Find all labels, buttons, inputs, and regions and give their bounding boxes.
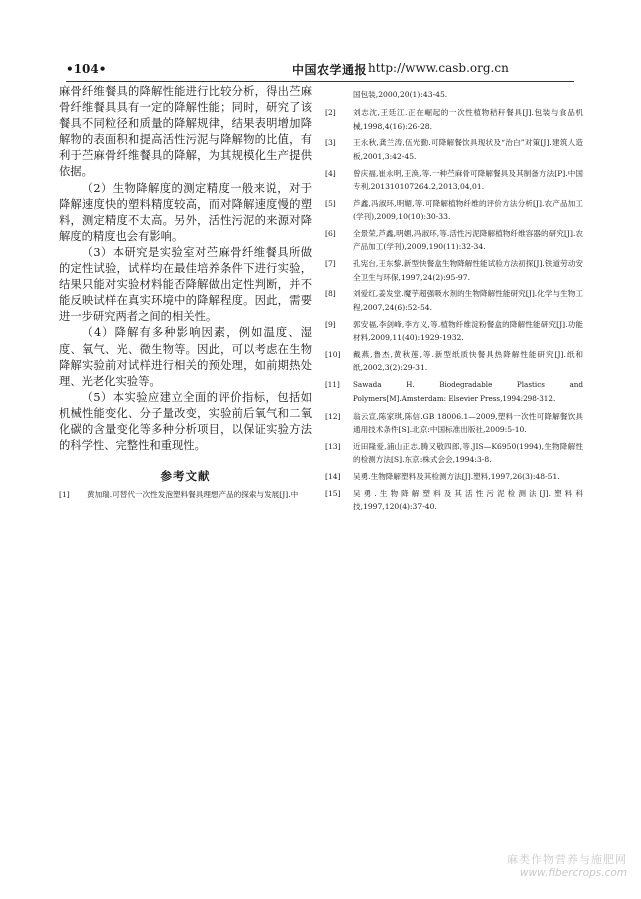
reference-text: 曾庆福,崔永明,王涣,等.一种苎麻骨可降解餐具及其制备方法[P].中国专利,201310107264.2,2013,04,01.	[353, 168, 583, 191]
references-heading: 参考文献	[160, 469, 211, 484]
body-paragraph: （4）降解有多种影响因素，例如温度、湿度、氧气、光、微生物等。因此，可以考虑在生物降解实验前对试样进行相关的预处理，如前期热处理、光老化实验等。	[59, 326, 312, 388]
reference-text: 刘志沈,王廷江.正在崛起的一次性植物秸秆餐具[J].包装与食品机械,1998,4(16):26-28.	[353, 108, 583, 131]
reference-text: 吴勇.生物降解塑料及其检测方法[J].塑料,1997,26(3):48-51.	[353, 471, 560, 481]
reference-item	[59, 488, 312, 501]
reference-text: 刘爱红,姜发堂.魔芋超强吸水剂的生物降解性能研究[J].化学与生物工程,2007,24(6):52-54.	[353, 289, 583, 312]
body-paragraph: （5）本实验应建立全面的评价指标，包括如机械性能变化、分子量改变，实验前后氧气和二氧化碳的含量变化等多种分析项目，以保证实验方法的科学性、完整性和重现性。	[59, 390, 312, 453]
journal-name: 中国农学通报	[292, 63, 368, 77]
reference-number: [2]	[325, 108, 336, 118]
reference-list	[325, 106, 583, 513]
page-number: •104•	[66, 62, 107, 76]
reference-item	[325, 440, 583, 467]
page-header	[66, 58, 574, 80]
reference-text: 孔宪台,王东黎.新型快餐盒生物降解性能试验方法初探[J].铁道劳动安全卫生与环保,1997,24(2):95-97.	[353, 259, 583, 282]
reference-number: [10]	[325, 349, 341, 359]
reference-number: [14]	[325, 471, 341, 481]
reference-item	[325, 227, 583, 254]
reference-text: 戴燕,鲁杰,黄秋莲,等.新型纸质快餐具热降解性能研究[J].纸和纸,2002,3(2):29-31.	[353, 349, 583, 373]
reference-item	[325, 348, 583, 375]
left-column	[59, 84, 312, 505]
reference-text: 全景荣,芦鑫,明媚,冯淑环,等.活性污泥降解植物纤维容器的研究[J].农产品加工(学刊),2009,190(11):32-34.	[353, 229, 583, 252]
reference-number: [3]	[325, 138, 336, 148]
reference-number: [5]	[325, 198, 336, 208]
body-paragraph-continuation: 麻骨纤维餐具的降解性能进行比较分析，得出苎麻骨纤维餐具具有一定的降解性能；同时，研究了该餐具不同粒径和质量的降解规律，结果表明增加降解物的表面积和提高活性污泥与降解物的比值，有利于苎麻骨纤维餐具的降解，为其规模化生产提供依据。	[59, 85, 312, 179]
reference-item	[325, 106, 583, 133]
reference-text: 近田隆爱,浦山正志,腾又敬四郎,等.JIS—K6950(1994),生物降解性的检测方法[S].东京:株式会会,1994:3-8.	[353, 441, 583, 465]
reference-item	[325, 287, 583, 314]
watermark	[507, 851, 627, 879]
journal-url[interactable]: http://www.casb.org.cn	[368, 61, 509, 75]
reference-continuation: 国包装,2000,20(1):43-45.	[353, 90, 448, 99]
reference-text: 王永秋,龚兰涛,伍光勤.可降解餐饮具现状及“治白”对策[J].建筑人造板,2001,3:42-45.	[353, 138, 583, 161]
header-divider	[66, 81, 574, 82]
reference-item	[325, 167, 583, 194]
body-paragraph: （3）本研究是实验室对苎麻骨纤维餐具所做的定性试验，试样均在最佳培养条件下进行实验，结果只能对实验材料能否降解做出定性判断，并不能反映试样在真实环境中的降解程度。因此，需要进一步研究两者之间的相关性。	[59, 245, 312, 324]
reference-text: Sawada H. Biodegradable Plastics and Polymers[M].Amsterdam: Elsevier Press,1994:298-312.	[353, 379, 583, 403]
reference-item	[325, 378, 583, 406]
right-column	[325, 88, 583, 517]
reference-item	[325, 257, 583, 284]
reference-number: [12]	[325, 411, 341, 421]
reference-text: 吴勇.生物降解塑料及其活性污泥检测法[J].塑料科技,1997,120(4):37-40.	[353, 488, 583, 512]
reference-number: [4]	[325, 168, 336, 178]
body-paragraph: （2）生物降解度的测定精度一般来说，对于降解速度快的塑料精度较高，而对降解速度慢的塑料，测定精度不太高。另外，活性污泥的来源对降解度的精度也会有影响。	[59, 181, 312, 243]
reference-number: [11]	[325, 379, 340, 389]
reference-number: [6]	[325, 229, 336, 239]
watermark-url: www.fibercrops.com	[519, 867, 627, 879]
reference-number: [1]	[59, 490, 70, 500]
reference-item	[325, 487, 583, 514]
reference-text: 郭安福,李剑峰,李方义,等.植物纤维淀粉餐盒的降解性能研究[J].功能材料,2009,11(40):1929-1932.	[353, 319, 583, 342]
reference-number: [9]	[325, 319, 336, 329]
reference-number: [13]	[325, 441, 341, 451]
reference-item	[325, 136, 583, 163]
reference-item	[325, 197, 583, 224]
reference-number: [7]	[325, 259, 336, 269]
reference-item	[325, 410, 583, 437]
watermark-text: 麻类作物营养与施肥网	[507, 853, 627, 866]
reference-text: 黄加瑞.可替代一次性发泡塑料餐具理想产品的探索与发展[J].中	[87, 490, 299, 500]
reference-number: [15]	[325, 488, 341, 498]
reference-text: 芦鑫,冯淑环,明媚,等.可降解植物纤维的评价方法分析[J].农产品加工(学刊),2009,10(10):30-33.	[353, 198, 583, 222]
reference-text: 翁云宣,陈家琪,陈信.GB 18006.1—2009,塑料一次性可降解餐饮具通用技术条件[S].北京:中国标准出版社,2009:5-10.	[353, 411, 583, 434]
reference-number: [8]	[325, 289, 336, 299]
reference-item	[325, 470, 583, 483]
reference-item	[325, 318, 583, 345]
